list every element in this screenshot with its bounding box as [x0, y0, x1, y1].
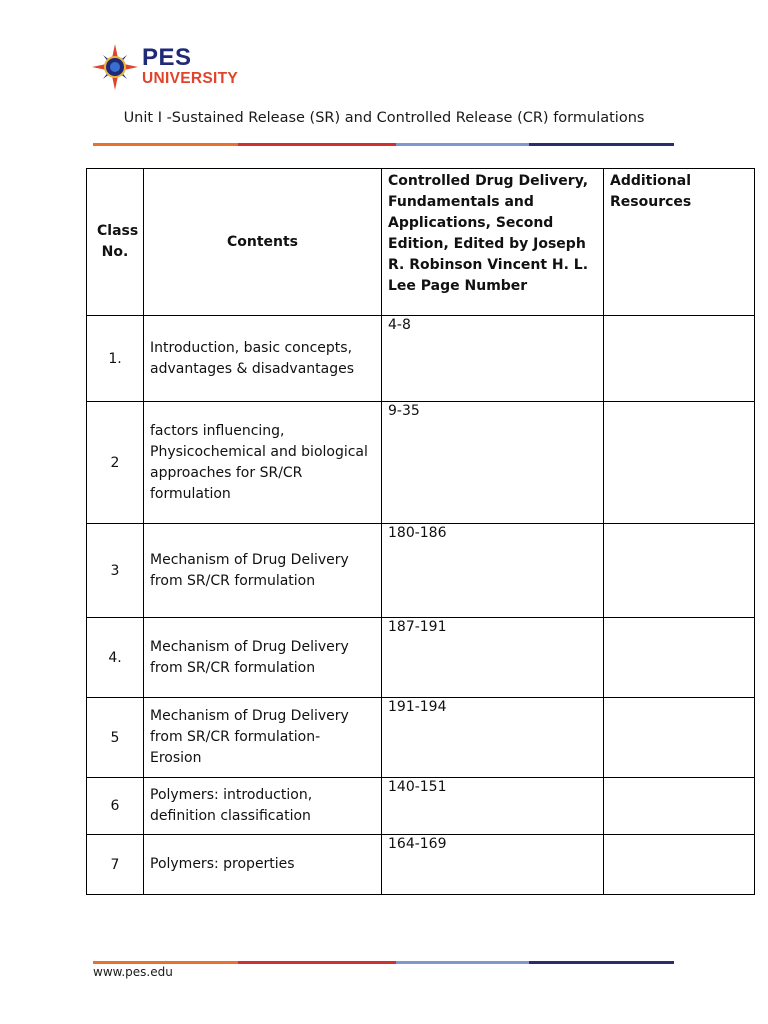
class-contents: Mechanism of Drug Delivery from SR/CR formulation	[144, 524, 382, 618]
class-number: 3	[87, 524, 144, 618]
page-range: 180-186	[382, 524, 604, 618]
page-range: 9-35	[382, 402, 604, 524]
table-row	[87, 402, 755, 524]
class-number: 7	[87, 835, 144, 895]
page-range: 4-8	[382, 316, 604, 402]
class-contents: Polymers: introduction, definition classification	[144, 778, 382, 835]
class-contents: Mechanism of Drug Delivery from SR/CR formulation	[144, 618, 382, 698]
additional-resources-cell	[604, 618, 755, 698]
header-contents: Contents	[144, 169, 382, 316]
pes-university-logo	[92, 42, 262, 94]
footer-website-url: www.pes.edu	[93, 965, 173, 979]
table-row	[87, 835, 755, 895]
footer-divider-stripe	[93, 961, 674, 964]
header-divider-stripe	[93, 143, 674, 146]
logo-wordmark-university: UNIVERSITY	[142, 70, 239, 87]
class-number: 5	[87, 698, 144, 778]
additional-resources-cell	[604, 316, 755, 402]
table-row	[87, 316, 755, 402]
additional-resources-cell	[604, 778, 755, 835]
table-row	[87, 698, 755, 778]
header-additional-resources: Additional Resources	[604, 169, 755, 316]
additional-resources-cell	[604, 524, 755, 618]
additional-resources-cell	[604, 698, 755, 778]
header-book-page-number: Controlled Drug Delivery, Fundamentals and Applications, Second Edition, Edited by Joseph R. Robinson Vincent H. L. Lee Page Number	[382, 169, 604, 316]
class-contents: Introduction, basic concepts, advantages & disadvantages	[144, 316, 382, 402]
compass-emblem-icon	[92, 44, 138, 90]
class-contents: Mechanism of Drug Delivery from SR/CR formulation- Erosion	[144, 698, 382, 778]
page-range: 187-191	[382, 618, 604, 698]
class-contents: factors influencing, Physicochemical and biological approaches for SR/CR formulation	[144, 402, 382, 524]
page-range: 164-169	[382, 835, 604, 895]
page-title: Unit I -Sustained Release (SR) and Controlled Release (CR) formulations	[123, 110, 645, 126]
page-range: 191-194	[382, 698, 604, 778]
table-header-row	[87, 169, 755, 316]
logo-wordmark-pes: PES	[142, 44, 192, 71]
class-number: 1.	[87, 316, 144, 402]
additional-resources-cell	[604, 835, 755, 895]
syllabus-table	[86, 168, 755, 895]
class-number: 4.	[87, 618, 144, 698]
header-class-no: Class No.	[87, 169, 144, 316]
table-row	[87, 524, 755, 618]
table-row	[87, 618, 755, 698]
page-range: 140-151	[382, 778, 604, 835]
class-number: 2	[87, 402, 144, 524]
class-number: 6	[87, 778, 144, 835]
class-contents: Polymers: properties	[144, 835, 382, 895]
additional-resources-cell	[604, 402, 755, 524]
table-row	[87, 778, 755, 835]
